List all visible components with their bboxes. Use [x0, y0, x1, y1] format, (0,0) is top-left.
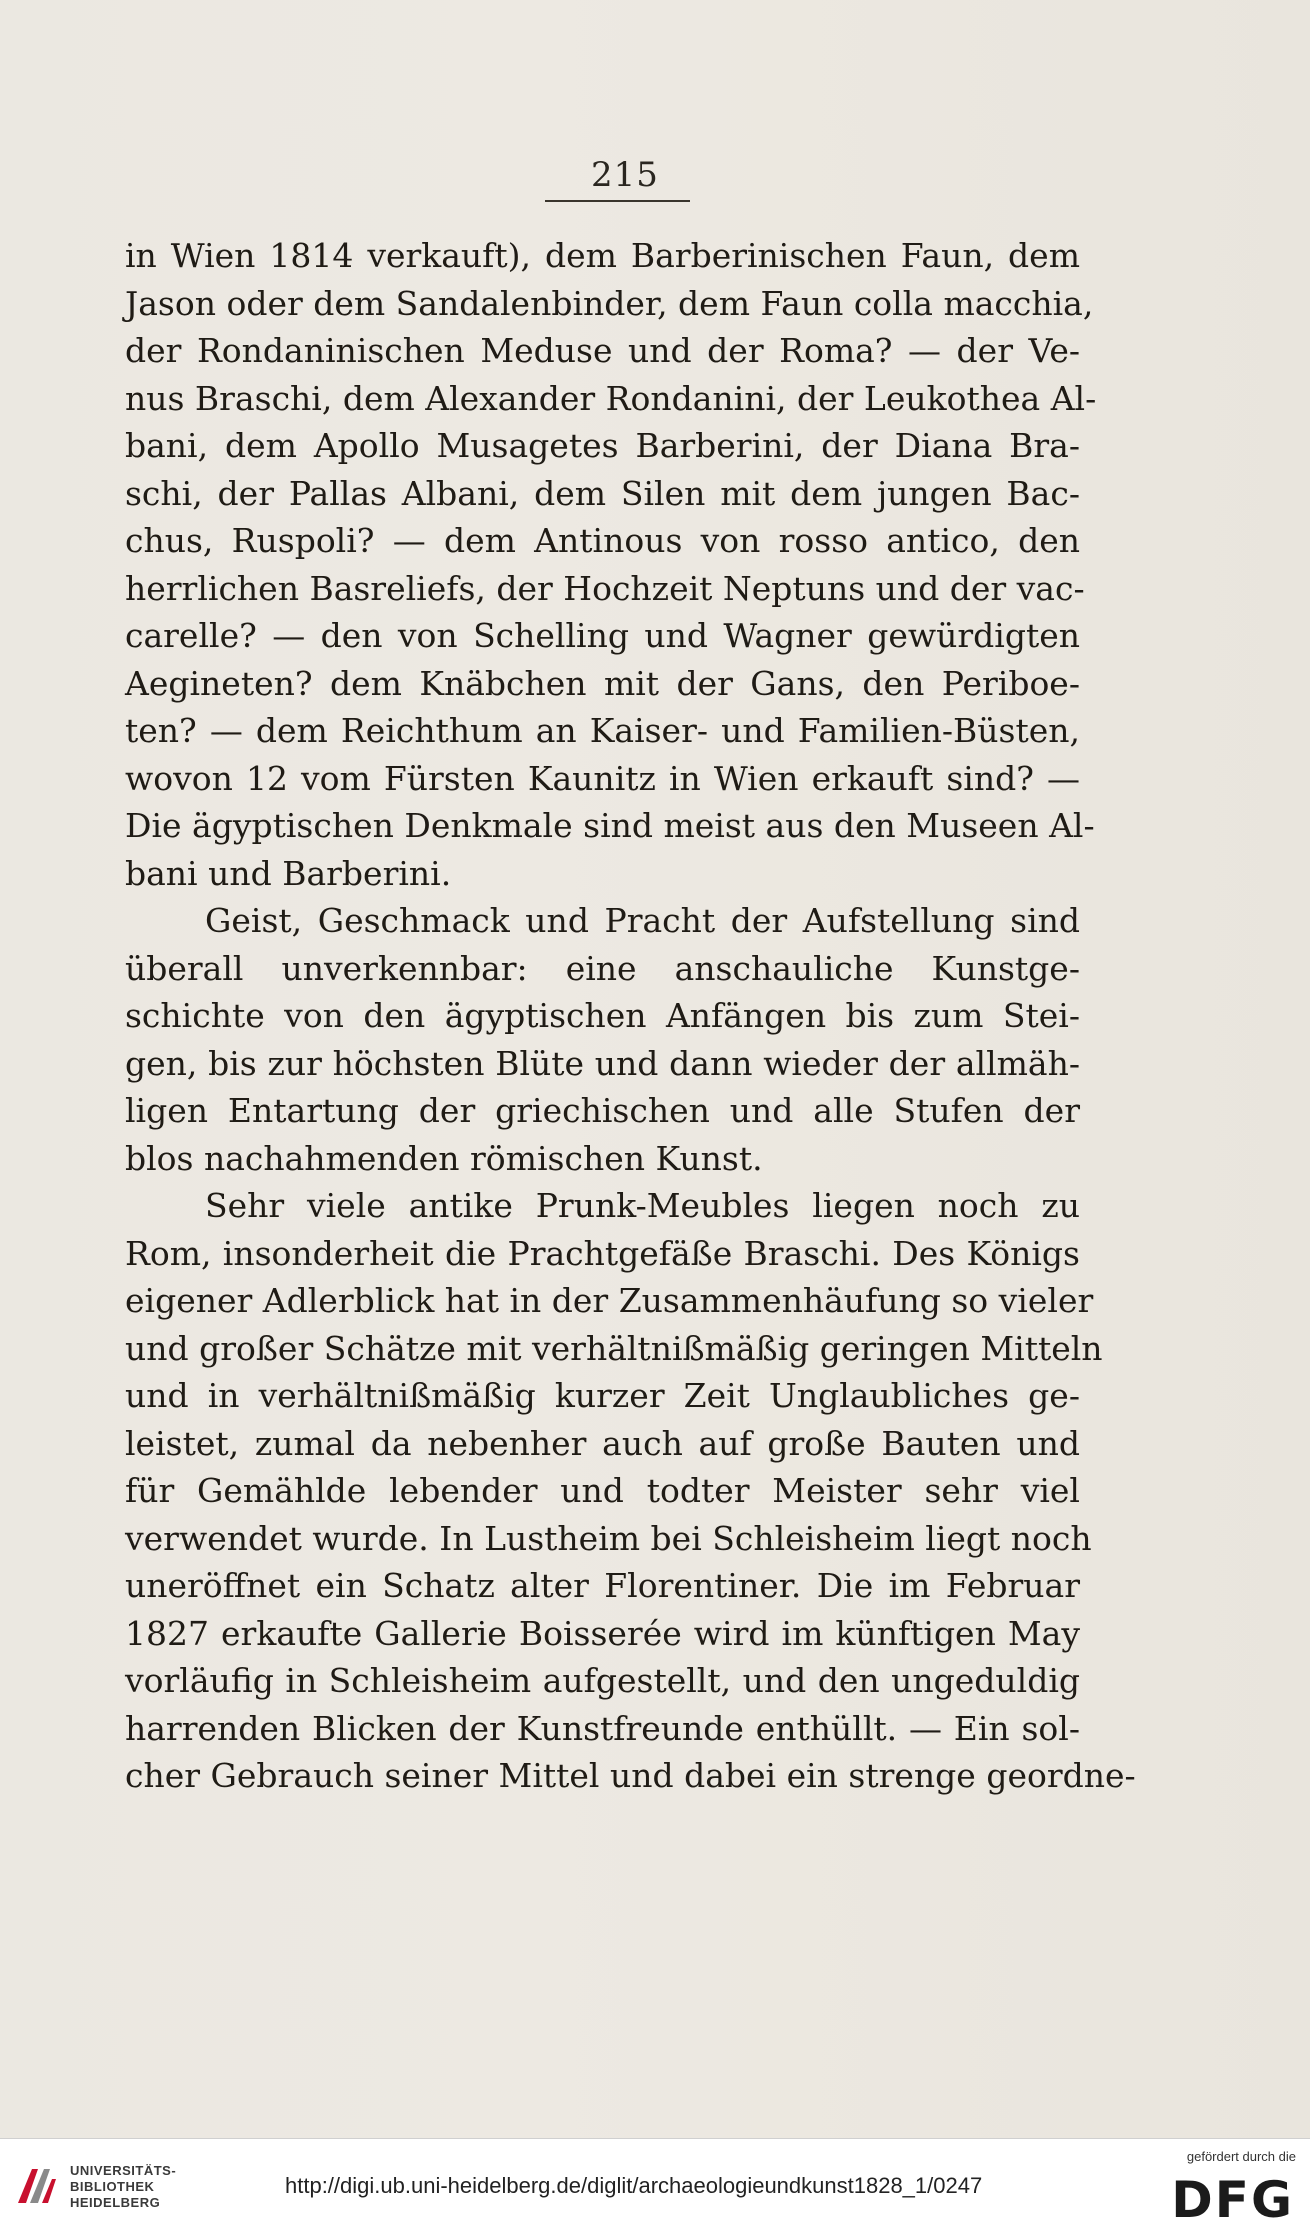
page-number-rule: [545, 200, 690, 202]
text-line: herrlichen Basreliefs, der Hochzeit Neptuns und der vac-: [125, 568, 1085, 608]
library-name-line: HEIDELBERG: [70, 2195, 161, 2210]
library-name-line: BIBLIOTHEK: [70, 2179, 155, 2194]
text-line: 1827 erkaufte Gallerie Boisserée wird im künftigen May: [125, 1613, 1080, 1653]
text-line: schichte von den ägyptischen Anfängen bis zum Stei-: [125, 996, 1080, 1035]
text-line: harrenden Blicken der Kunstfreunde enthüllt. — Ein sol-: [125, 1708, 1080, 1748]
text-line: cher Gebrauch seiner Mittel und dabei ein strenge geordne-: [125, 1756, 1136, 1795]
text-line: gen, bis zur höchsten Blüte und dann wieder der allmäh-: [125, 1043, 1080, 1083]
funding-caption: gefördert durch die: [1186, 2149, 1296, 2164]
text-line: verwendet wurde. In Lustheim bei Schleisheim liegt noch: [125, 1518, 1092, 1558]
library-name: [70, 2163, 176, 2211]
text-line: Aegineten? dem Knäbchen mit der Gans, den Periboe-: [125, 663, 1080, 703]
text-line: überall unverkennbar: eine anschauliche Kunstge-: [125, 948, 1080, 988]
text-line: nus Braschi, dem Alexander Rondanini, der Leukothea Al-: [125, 378, 1097, 418]
text-line: ligen Entartung der griechischen und alle Stufen der: [125, 1091, 1080, 1130]
text-line: Geist, Geschmack und Pracht der Aufstellung sind: [205, 901, 1080, 940]
text-line: leistet, zumal da nebenher auch auf große Bauten und: [125, 1423, 1080, 1463]
text-line: chus, Ruspoli? — dem Antinous von rosso antico, den: [125, 521, 1080, 560]
page-number: 215: [591, 155, 659, 195]
university-library-logo-icon: [14, 2163, 60, 2211]
text-line: Die ägyptischen Denkmale sind meist aus den Museen Al-: [125, 806, 1095, 845]
text-line: carelle? — den von Schelling und Wagner gewürdigten: [125, 616, 1080, 655]
text-line: blos nachahmenden römischen Kunst.: [125, 1138, 763, 1178]
permalink-url[interactable]: http://digi.ub.uni-heidelberg.de/diglit/archaeologieundkunst1828_1/0247: [285, 2173, 983, 2198]
text-line: Rom, insonderheit die Prachtgefäße Braschi. Des Königs: [125, 1233, 1080, 1273]
footer-bar: [0, 2138, 1310, 2237]
text-line: der Rondaninischen Meduse und der Roma? — der Ve-: [125, 331, 1080, 370]
text-line: für Gemählde lebender und todter Meister sehr viel: [125, 1471, 1080, 1510]
text-line: und großer Schätze mit verhältnißmäßig geringen Mitteln: [125, 1328, 1103, 1368]
library-name-line: UNIVERSITÄTS-: [70, 2163, 177, 2178]
text-line: schi, der Pallas Albani, dem Silen mit dem jungen Bac-: [125, 473, 1080, 513]
text-line: bani und Barberini.: [125, 853, 452, 893]
text-line: Jason oder dem Sandalenbinder, dem Faun colla macchia,: [125, 283, 1094, 323]
text-line: ten? — dem Reichthum an Kaiser- und Familien-Büsten,: [125, 711, 1080, 750]
text-line: und in verhältnißmäßig kurzer Zeit Unglaubliches ge-: [125, 1376, 1080, 1415]
text-line: wovon 12 vom Fürsten Kaunitz in Wien erkauft sind? —: [125, 758, 1080, 798]
text-line: vorläufig in Schleisheim aufgestellt, und den ungeduldig: [125, 1661, 1080, 1700]
text-line: eigener Adlerblick hat in der Zusammenhäufung so vieler: [125, 1281, 1094, 1320]
body-text: [125, 232, 1136, 1800]
text-line: in Wien 1814 verkauft), dem Barberinischen Faun, dem: [125, 236, 1080, 275]
text-line: bani, dem Apollo Musagetes Barberini, der Diana Bra-: [125, 426, 1080, 465]
text-line: uneröffnet ein Schatz alter Florentiner. Die im Februar: [125, 1566, 1080, 1605]
text-line: Sehr viele antike Prunk-Meubles liegen noch zu: [205, 1186, 1080, 1225]
dfg-logo: DFG: [1171, 2171, 1294, 2229]
